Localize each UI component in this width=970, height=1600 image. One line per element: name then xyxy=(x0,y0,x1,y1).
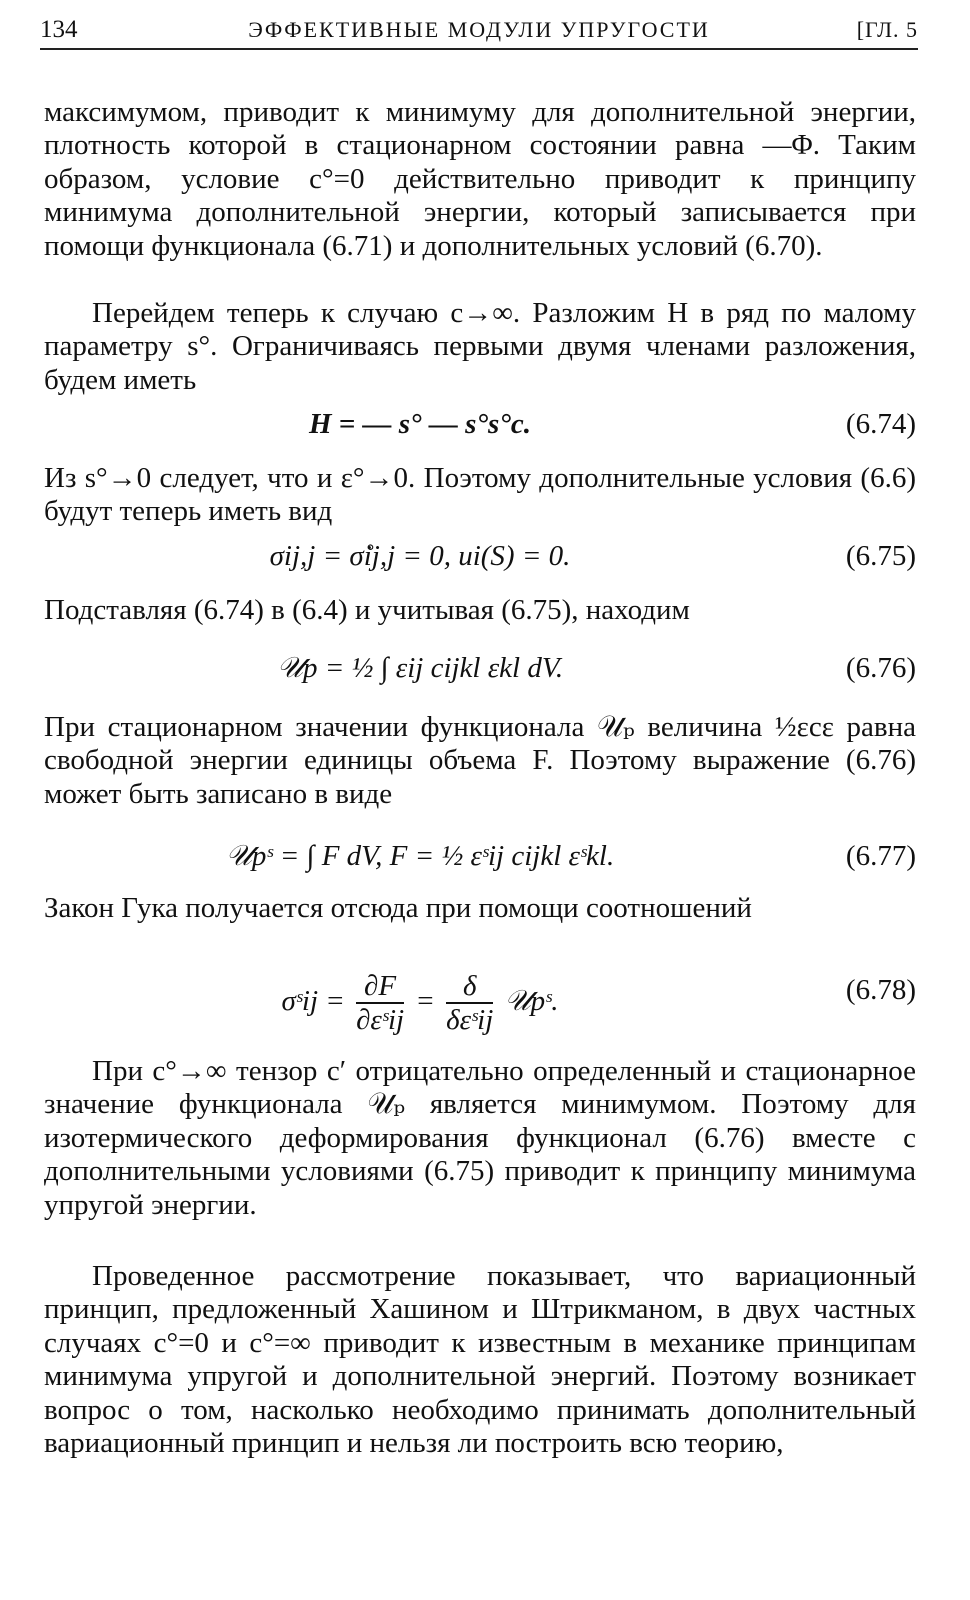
paragraph-6 xyxy=(44,892,916,925)
equation-6-75-body: σij,j = σ̊ij,j = 0, ui(S) = 0. xyxy=(269,540,571,572)
paragraph-7-text: При c°→∞ тензор c′ отрицательно определенный и стационарное значение функционала 𝒰ₚ является минимумом. Поэтому для изотермического деформирования функционал (6.76) вместе с дополнительными условиями (6.75) приводит к принципу минимума упругой энергии. xyxy=(44,1055,916,1221)
equals-sign: = xyxy=(415,985,435,1017)
paragraph-7 xyxy=(44,1055,916,1222)
equation-6-78-rhs: 𝒰pˢ. xyxy=(504,985,559,1017)
equation-6-74-number: (6.74) xyxy=(845,408,916,440)
fraction-variational-numerator: δ xyxy=(446,970,493,1004)
paragraph-1 xyxy=(44,96,916,263)
equation-6-76-number: (6.76) xyxy=(845,652,916,684)
paragraph-6-text: Закон Гука получается отсюда при помощи соотношений xyxy=(44,892,752,924)
equation-6-77-number: (6.77) xyxy=(845,840,916,872)
equation-6-77-body: 𝒰pˢ = ∫ F dV, F = ½ εˢij cijkl εˢkl. xyxy=(225,840,615,872)
paragraph-5-text: При стационарном значении функционала 𝒰ₚ величина ½εcε равна свободной энергии единицы объема F. Поэтому выражение (6.76) может быть записано в виде xyxy=(44,711,916,810)
paragraph-8-text: Проведенное рассмотрение показывает, что вариационный принцип, предложенный Хашином и Штрикманом, в двух частных случаях c°=0 и c°=∞ приводит к известным в механике принципам минимума упругой и дополнительной энергий. Поэтому возникает вопрос о том, насколько необходимо принимать дополнительный вариационный принцип и нельзя ли построить всю теорию, xyxy=(44,1260,916,1460)
equation-6-75 xyxy=(44,536,916,576)
paragraph-1-text: максимумом, приводит к минимуму для дополнительной энергии, плотность которой в стационарном состоянии равна —Φ. Таким образом, условие c°=0 действительно приводит к принципу минимума дополнительной энергии, который записывается при помощи функционала (6.71) и дополнительных условий (6.70). xyxy=(44,96,916,262)
fraction-variational-denominator: δεˢij xyxy=(446,1004,494,1037)
fraction-partial xyxy=(356,970,404,1036)
chapter-label: [ГЛ. 5 xyxy=(856,17,918,42)
equation-6-74 xyxy=(44,404,916,444)
paragraph-2 xyxy=(44,297,916,397)
paragraph-5 xyxy=(44,711,916,811)
equation-6-75-number: (6.75) xyxy=(845,540,916,572)
equation-6-74-body: H = — s° — s°s°c. xyxy=(308,408,532,440)
running-title: ЭФФЕКТИВНЫЕ МОДУЛИ УПРУГОСТИ xyxy=(248,17,710,42)
paragraph-8 xyxy=(44,1260,916,1460)
fraction-variational xyxy=(446,970,493,1036)
equation-6-76-body: 𝒰p = ½ ∫ εij cijkl εkl dV. xyxy=(276,652,564,684)
equation-6-76 xyxy=(44,648,916,688)
fraction-partial-numerator: ∂F xyxy=(356,970,404,1004)
equation-6-77 xyxy=(44,836,916,876)
equation-6-78 xyxy=(44,966,916,1036)
paragraph-3 xyxy=(44,462,916,529)
running-head xyxy=(40,12,918,50)
paragraph-2-text: Перейдем теперь к случаю c→∞. Разложим H в ряд по малому параметру s°. Ограничиваясь первыми двумя членами разложения, будем иметь xyxy=(44,297,916,396)
equation-6-78-body xyxy=(44,966,796,1036)
paragraph-3-text: Из s°→0 следует, что и ε°→0. Поэтому дополнительные условия (6.6) будут теперь иметь вид xyxy=(44,462,916,528)
page-number: 134 xyxy=(40,16,78,43)
equation-6-78-lhs: σˢij = xyxy=(281,985,345,1017)
fraction-partial-denominator: ∂εˢij xyxy=(356,1004,405,1037)
paragraph-4-text: Подставляя (6.74) в (6.4) и учитывая (6.75), находим xyxy=(44,594,690,626)
paragraph-4 xyxy=(44,594,916,627)
equation-6-78-number: (6.78) xyxy=(845,974,916,1006)
